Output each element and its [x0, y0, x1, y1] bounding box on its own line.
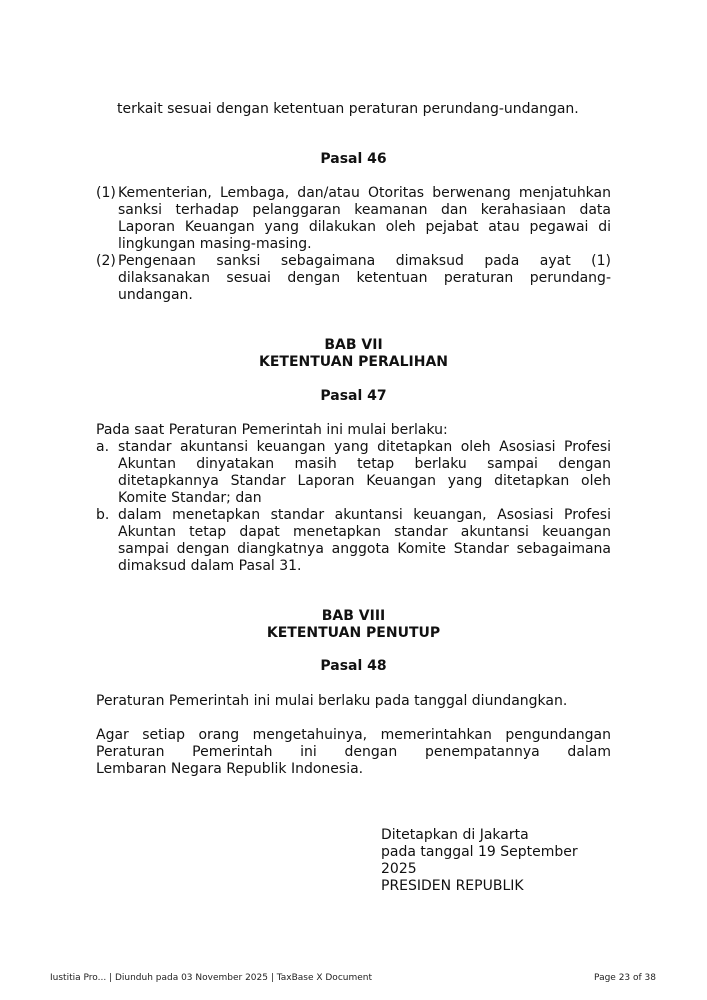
text-line: sanksi terhadap pelanggaran keamanan dan kerahasiaan data [118, 202, 611, 218]
text-line: dilaksanakan sesuai dengan ketentuan peraturan perundang- [118, 270, 611, 286]
list-item [96, 439, 611, 507]
footer-left: Iustitia Pro... | Diunduh pada 03 November 2025 | TaxBase X Document [50, 973, 373, 983]
bab-7-subtitle: KETENTUAN PERALIHAN [259, 354, 448, 370]
text-line: Kementerian, Lembaga, dan/atau Otoritas berwenang menjatuhkan [118, 185, 611, 201]
list-item-text [118, 253, 611, 304]
text-line: Akuntan tetap dapat menetapkan standar akuntansi keuangan [118, 524, 611, 540]
text-line: Laporan Keuangan yang dilakukan oleh pejabat atau pegawai di [118, 219, 611, 235]
text-line: dimaksud dalam Pasal 31. [118, 558, 302, 574]
text-line: standar akuntansi keuangan yang ditetapkan oleh Asosiasi Profesi [118, 439, 611, 455]
list-item-text [118, 185, 611, 253]
text-line: 2025 [381, 861, 417, 877]
text-line: PRESIDEN REPUBLIK [381, 878, 524, 894]
pasal-46-title: Pasal 46 [320, 151, 387, 167]
list-item-text [118, 439, 611, 507]
bab-7-title: BAB VII [324, 337, 383, 353]
text-line: Ditetapkan di Jakarta [381, 827, 529, 843]
text-line: Akuntan dinyatakan masih tetap berlaku sampai dengan [118, 456, 611, 472]
intro-line: terkait sesuai dengan ketentuan peraturan perundang-undangan. [117, 101, 579, 117]
list-item-number: b. [96, 507, 110, 523]
list-item [96, 253, 611, 304]
text-line: sampai dengan diangkatnya anggota Komite Standar sebagaimana [118, 541, 611, 557]
list-item-number: (2) [96, 253, 116, 269]
pasal-48-title: Pasal 48 [320, 658, 387, 674]
pasal-47-intro: Pada saat Peraturan Pemerintah ini mulai berlaku: [96, 422, 448, 438]
list-item-text [118, 507, 611, 575]
text-line: dalam menetapkan standar akuntansi keuangan, Asosiasi Profesi [118, 507, 611, 523]
text-line: Peraturan Pemerintah ini dengan penempatannya dalam [96, 744, 611, 760]
list-item [96, 507, 611, 575]
text-line: ditetapkannya Standar Laporan Keuangan yang ditetapkan oleh [118, 473, 611, 489]
pasal-48-paragraph-1: Peraturan Pemerintah ini mulai berlaku pada tanggal diundangkan. [96, 693, 568, 709]
pasal-48-paragraph-2 [96, 727, 611, 778]
pasal-46-list [96, 185, 611, 304]
text-line: Pengenaan sanksi sebagaimana dimaksud pada ayat (1) [118, 253, 611, 269]
signature-block [381, 827, 611, 895]
text-line: Lembaran Negara Republik Indonesia. [96, 761, 364, 777]
text-line: lingkungan masing-masing. [118, 236, 312, 252]
list-item-number: a. [96, 439, 110, 455]
text-line: Agar setiap orang mengetahuinya, memerintahkan pengundangan [96, 727, 611, 743]
bab-8-title: BAB VIII [321, 608, 386, 624]
text-line: Komite Standar; dan [118, 490, 262, 506]
text-line: undangan. [118, 287, 193, 303]
text-line: pada tanggal 19 September [381, 844, 578, 860]
list-item-number: (1) [96, 185, 116, 201]
footer-page-number: Page 23 of 38 [594, 973, 656, 983]
list-item [96, 185, 611, 253]
pasal-47-list [96, 439, 611, 575]
bab-8-subtitle: KETENTUAN PENUTUP [266, 625, 441, 641]
pasal-47-title: Pasal 47 [320, 388, 387, 404]
